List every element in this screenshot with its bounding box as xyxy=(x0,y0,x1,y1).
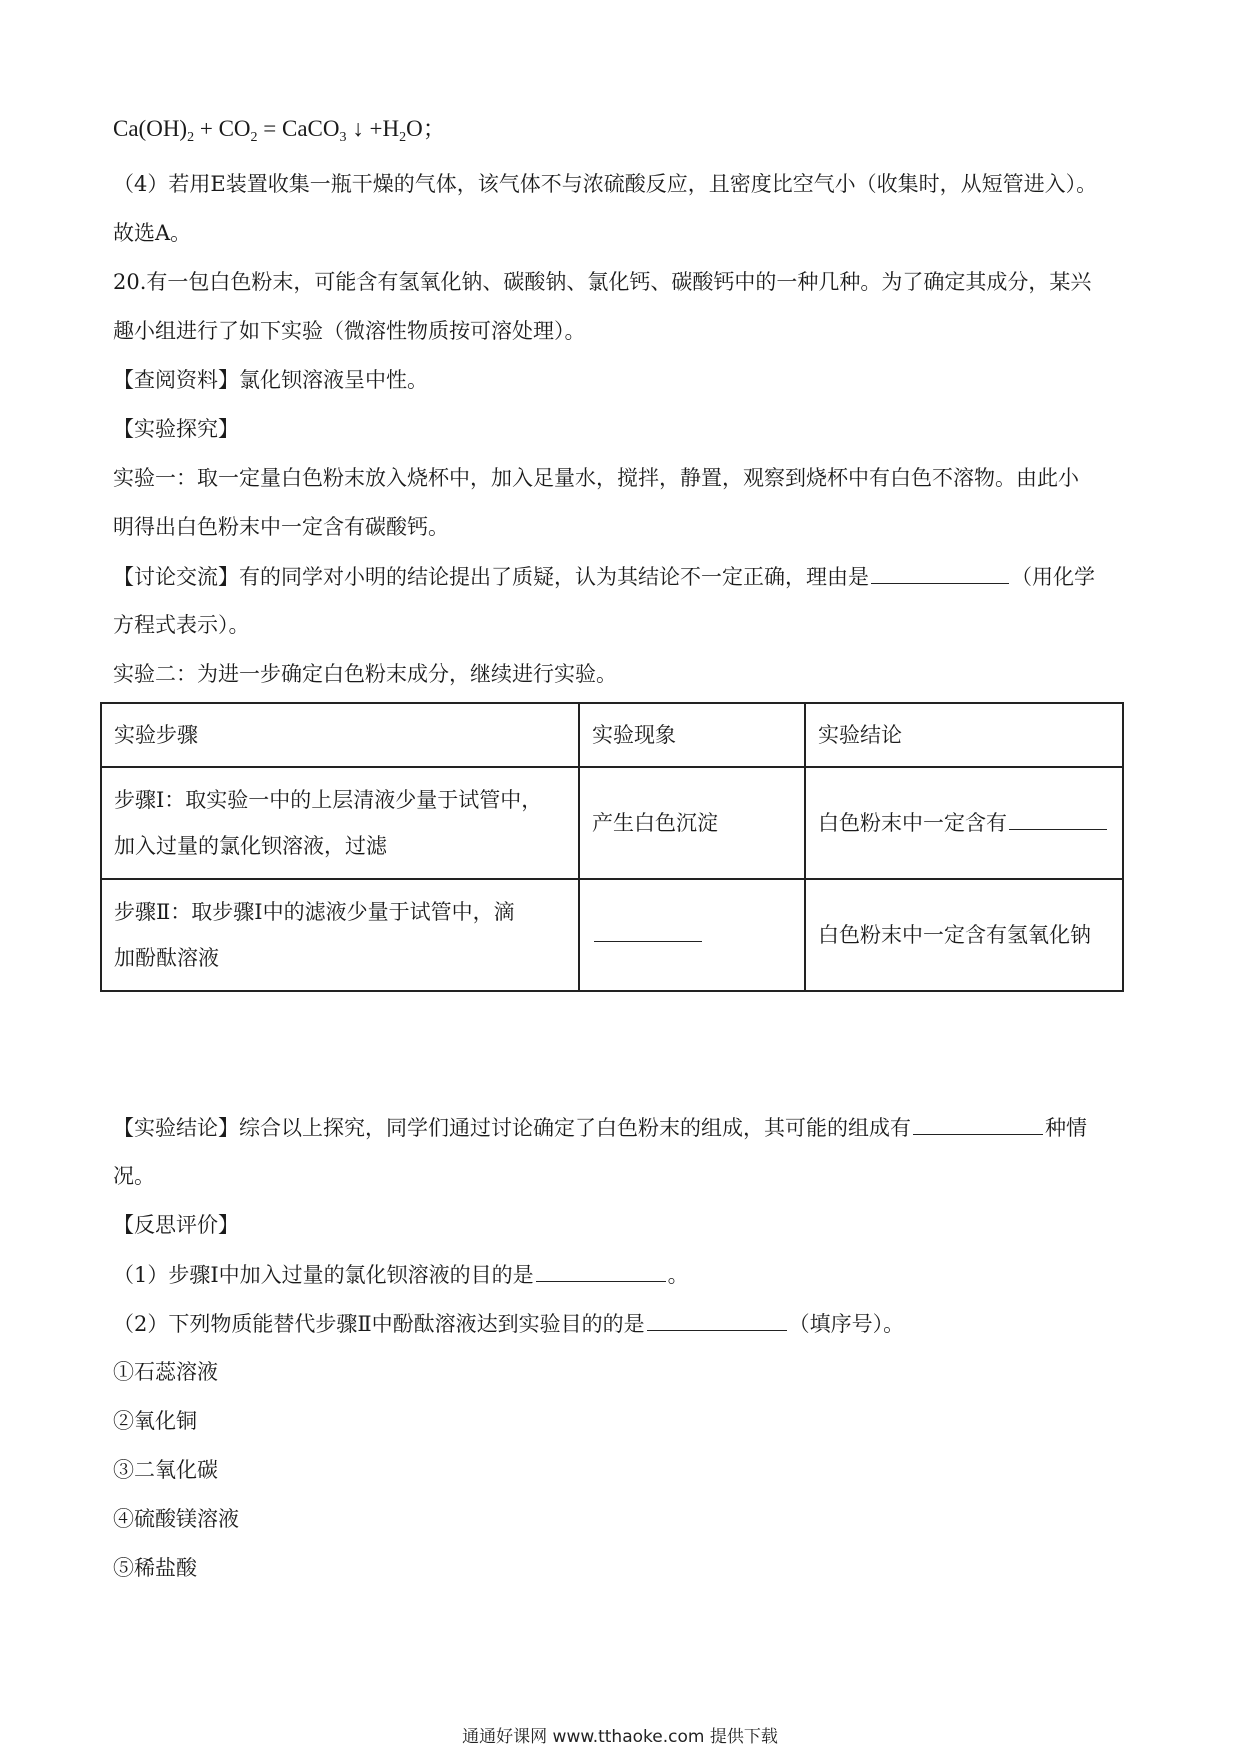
reference-info: 【查阅资料】氯化钡溶液呈中性。 xyxy=(113,368,428,392)
discussion-line-1 xyxy=(113,561,1133,592)
experiment-table xyxy=(100,702,1124,992)
experiment-2-intro: 实验二：为进一步确定白色粉末成分，继续进行实验。 xyxy=(113,662,617,686)
question-text-tail: 。 xyxy=(667,1263,689,1287)
step-text: 步骤Ⅰ：取实验一中的上层清液少量于试管中， xyxy=(114,788,543,812)
answer-blank[interactable] xyxy=(536,1259,666,1282)
header-conclusion: 实验结论 xyxy=(805,703,1123,767)
question-text-tail: （填序号）。 xyxy=(788,1312,905,1336)
conclusion-cell xyxy=(805,767,1123,879)
formula-part: O； xyxy=(406,116,446,141)
conclusion-text-tail: 种情 xyxy=(1045,1116,1087,1140)
step-text: 加入过量的氯化钡溶液，过滤 xyxy=(114,834,387,858)
option-3: ③二氧化碳 xyxy=(113,1458,218,1482)
question-text: （2）下列物质能替代步骤Ⅱ中酚酞溶液达到实验目的的是 xyxy=(113,1312,645,1336)
phenomenon-cell xyxy=(579,879,805,991)
experiment-1-line-2: 明得出白色粉末中一定含有碳酸钙。 xyxy=(113,515,449,539)
conclusion-cell: 白色粉末中一定含有氢氧化钠 xyxy=(805,879,1123,991)
phenomenon-cell: 产生白色沉淀 xyxy=(579,767,805,879)
step-cell xyxy=(101,879,579,991)
table-header-row xyxy=(101,703,1123,767)
header-phenomenon: 实验现象 xyxy=(579,703,805,767)
reflection-question-1 xyxy=(113,1259,1133,1290)
formula-part: + CO xyxy=(194,116,251,141)
answer-choice: 故选A。 xyxy=(113,221,192,245)
conclusion-line-1 xyxy=(113,1112,1133,1143)
conclusion-text: 白色粉末中一定含有 xyxy=(818,811,1007,835)
table-row xyxy=(101,767,1123,879)
answer-blank[interactable] xyxy=(913,1112,1043,1135)
formula-part: +H xyxy=(369,116,400,141)
section-heading-exploration: 【实验探究】 xyxy=(113,417,239,441)
formula-sub: 2 xyxy=(399,130,407,145)
discussion-line-2: 方程式表示）。 xyxy=(113,613,250,637)
question-20-line-1: 20.有一包白色粉末，可能含有氢氧化钠、碳酸钠、氯化钙、碳酸钙中的一种几种。为了确定其成分，某兴 xyxy=(113,270,1092,294)
answer-blank[interactable] xyxy=(594,919,702,942)
answer-blank[interactable] xyxy=(647,1308,787,1331)
option-5: ⑤稀盐酸 xyxy=(113,1556,197,1580)
answer-blank[interactable] xyxy=(871,561,1009,584)
option-2: ②氧化铜 xyxy=(113,1409,197,1433)
table-row xyxy=(101,879,1123,991)
answer-blank[interactable] xyxy=(1009,807,1107,830)
question-text: （1）步骤Ⅰ中加入过量的氯化钡溶液的目的是 xyxy=(113,1263,534,1287)
option-4: ④硫酸镁溶液 xyxy=(113,1507,239,1531)
reflection-question-2 xyxy=(113,1308,1133,1339)
option-1: ①石蕊溶液 xyxy=(113,1360,218,1384)
discussion-text: 【讨论交流】有的同学对小明的结论提出了质疑，认为其结论不一定正确，理由是 xyxy=(113,565,869,589)
header-steps: 实验步骤 xyxy=(101,703,579,767)
precipitate-arrow: ↓ xyxy=(346,116,370,141)
question-20-line-2: 趣小组进行了如下实验（微溶性物质按可溶处理）。 xyxy=(113,319,586,343)
conclusion-line-2: 况。 xyxy=(113,1164,155,1188)
step-text: 步骤Ⅱ：取步骤Ⅰ中的滤液少量于试管中，滴 xyxy=(114,900,515,924)
section-heading-reflection: 【反思评价】 xyxy=(113,1213,239,1237)
formula-sub: 2 xyxy=(187,130,195,145)
formula-part: Ca(OH) xyxy=(113,116,188,141)
step-text: 加酚酞溶液 xyxy=(114,946,219,970)
experiment-1-line-1: 实验一：取一定量白色粉末放入烧杯中，加入足量水，搅拌，静置，观察到烧杯中有白色不溶物。由此小 xyxy=(113,466,1079,490)
step-cell xyxy=(101,767,579,879)
formula-sub: 2 xyxy=(250,130,258,145)
answer-line-4: （4）若用E装置收集一瓶干燥的气体，该气体不与浓硫酸反应，且密度比空气小（收集时，从短管进入）。 xyxy=(113,172,1098,196)
formula-part: = CaCO xyxy=(257,116,340,141)
conclusion-text: 【实验结论】综合以上探究，同学们通过讨论确定了白色粉末的组成，其可能的组成有 xyxy=(113,1116,911,1140)
page-footer: 通通好课网 www.tthaoke.com 提供下载 xyxy=(462,1727,778,1747)
formula-sub: 3 xyxy=(339,130,347,145)
discussion-text-tail: （用化学 xyxy=(1011,565,1095,589)
chemical-equation xyxy=(113,114,1133,153)
